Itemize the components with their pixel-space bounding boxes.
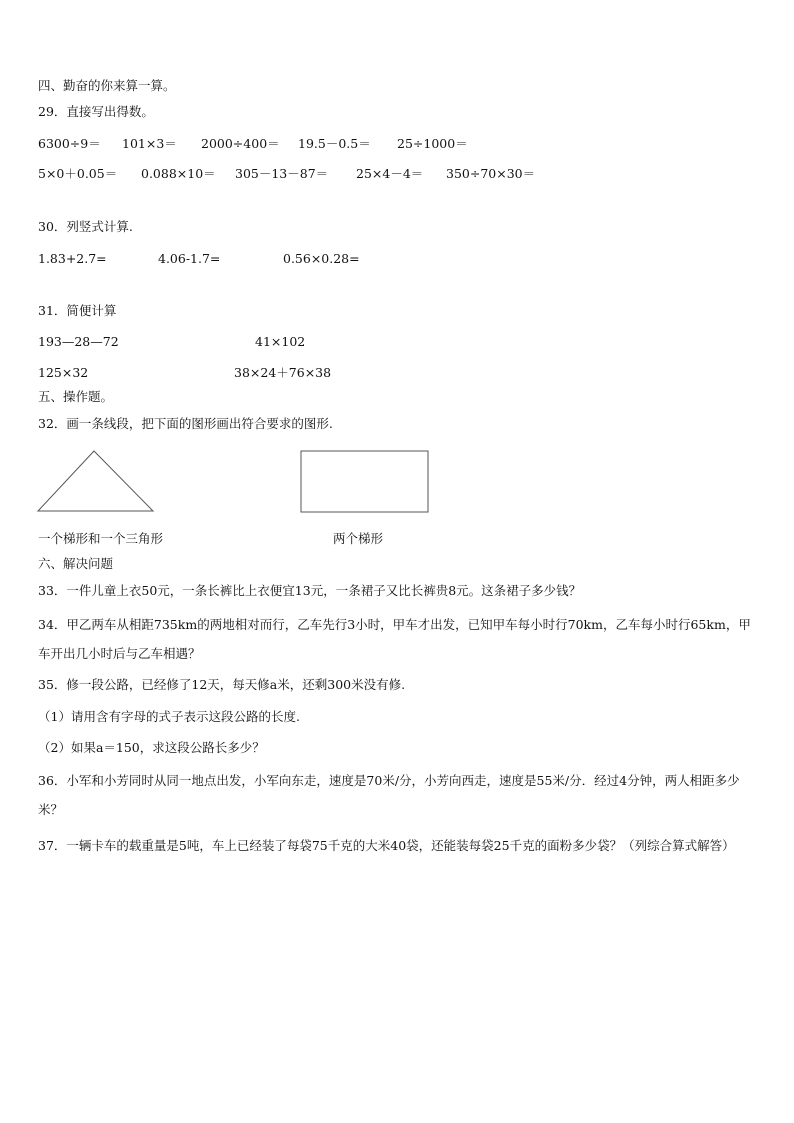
q31-title: 31．简便计算 [38,303,117,318]
q31-item: 38×24＋76×38 [234,365,332,380]
q29-item: 5×0＋0.05＝ [38,166,118,181]
section4-heading: 四、勤奋的你来算一算。 [38,78,176,93]
section5-heading: 五、操作题。 [38,389,114,404]
q30-item: 1.83+2.7= [38,251,107,266]
q35-part2: （2）如果a＝150，求这段公路长多少？ [38,740,265,755]
triangle-figure [36,448,156,514]
q31-item: 193—28—72 [38,334,119,349]
q31-item: 41×102 [255,334,306,349]
q34-text: 34．甲乙两车从相距735km的两地相对而行，乙车先行3小时，甲车才出发，已知甲车每小时行70km，乙车每小时行65km，甲车开出几小时后与乙车相遇？ [38,617,751,661]
rectangle-figure [299,449,431,515]
q36-text: 36．小军和小芳同时从同一地点出发，小军向东走，速度是70米/分，小芳向西走，速度是55米/分．经过4分钟，两人相距多少米？ [38,773,740,817]
q29-item: 0.088×10＝ [141,166,216,181]
q31-item: 125×32 [38,365,89,380]
q35-title: 35．修一段公路，已经修了12天，每天修a米，还剩300米没有修. [38,677,406,692]
q29-item: 25÷1000＝ [397,136,468,151]
q29-item: 350÷70×30＝ [446,166,536,181]
q30-title: 30．列竖式计算. [38,219,133,234]
q29-item: 25×4－4＝ [356,166,424,181]
q32-title: 32．画一条线段，把下面的图形画出符合要求的图形. [38,416,333,431]
q30-item: 4.06-1.7= [158,251,221,266]
section6-heading: 六、解决问题 [38,556,114,571]
q29-item: 101×3＝ [122,136,177,151]
q29-item: 6300÷9＝ [38,136,101,151]
q29-item: 19.5－0.5＝ [298,136,371,151]
q29-item: 305－13－87＝ [235,166,329,181]
figure-caption-triangle: 一个梯形和一个三角形 [38,531,164,546]
q29-item: 2000÷400＝ [201,136,280,151]
q37-text: 37．一辆卡车的载重量是5吨，车上已经装了每袋75千克的大米40袋，还能装每袋25千克的面粉多少袋？（列综合算式解答） [38,838,735,853]
q30-item: 0.56×0.28= [283,251,360,266]
q29-title: 29．直接写出得数。 [38,104,154,119]
q33-text: 33．一件儿童上衣50元，一条长裤比上衣便宜13元，一条裙子又比长裤贵8元。这条裙子多少钱？ [38,583,582,598]
figure-caption-rectangle: 两个梯形 [333,531,384,546]
q35-part1: （1）请用含有字母的式子表示这段公路的长度. [38,709,300,724]
